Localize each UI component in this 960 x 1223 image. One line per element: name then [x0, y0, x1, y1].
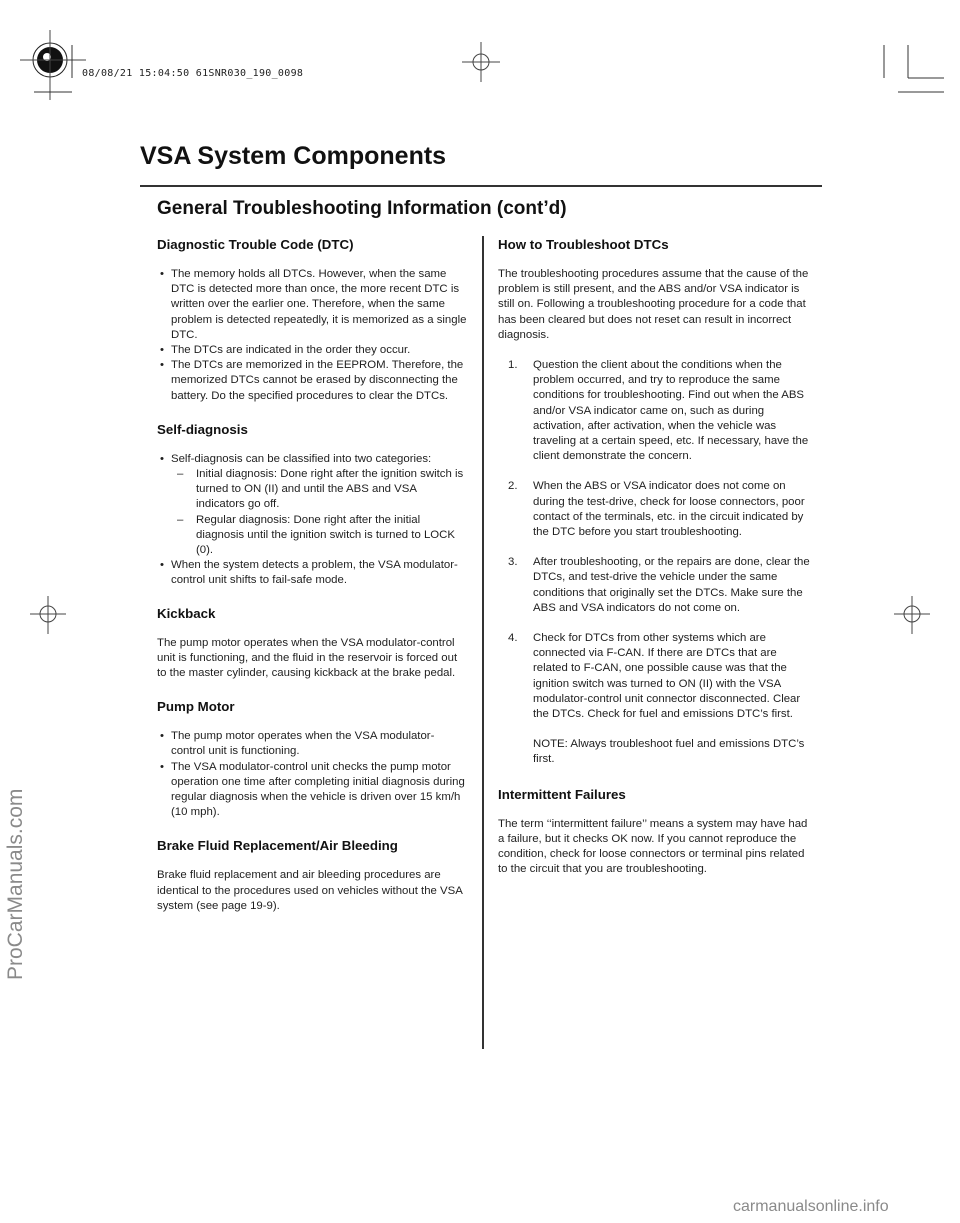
self-diagnosis-bullet-text: Self-diagnosis can be classified into two categories:: [171, 452, 432, 465]
dtc-bullet-text: The memory holds all DTCs. However, when the same DTC is detected more than once, the more recent DTC is written over the earlier one. Therefore, when the same problem is detected repeatedly, it is memorized as a single DTC.: [171, 268, 467, 341]
page-title: VSA System Components: [140, 142, 447, 170]
section-title: General Troubleshooting Information (cont’d): [157, 198, 567, 219]
kickback-heading: Kickback: [157, 605, 216, 621]
bottom-watermark: carmanualsonline.info: [733, 1198, 889, 1215]
list-item: – Regular diagnosis: Done right after the initial diagnosis until the ignition switch is turned to LOCK (0).: [177, 513, 455, 557]
dtc-bullet-text: The DTCs are memorized in the EEPROM. Therefore, the memorized DTCs cannot be erased by disconnecting the battery. Do the specified procedures to clear the DTCs.: [171, 359, 464, 402]
list-item: [508, 631, 810, 722]
how-to-troubleshoot-intro: The troubleshooting procedures assume that the cause of the problem is still present, and the ABS and/or VSA indicator is still on. Following a troubleshooting procedure for a code that has been cleared but does not reset can result in incorrect diagnosis.: [498, 268, 809, 341]
pump-motor-bullet-text: The pump motor operates when the VSA modulator-control unit is functioning.: [171, 730, 435, 758]
list-item: [508, 555, 810, 616]
pump-motor-bullet-list: [157, 729, 467, 820]
intermittent-failures-heading: Intermittent Failures: [498, 786, 626, 802]
step-number: 2.: [508, 480, 518, 493]
list-item: – Initial diagnosis: Done right after the ignition switch is turned to ON (II) and until the ABS and VSA indicators go off.: [177, 468, 464, 511]
dtc-bullet-list: [157, 267, 467, 404]
self-diagnosis-sub-text: Initial diagnosis: Done right after the ignition switch is turned to ON (II) and until the ABS and VSA indicators go off.: [196, 468, 464, 511]
list-item: [508, 479, 810, 540]
how-to-troubleshoot-heading: How to Troubleshoot DTCs: [498, 237, 669, 252]
dtc-bullet-text: The DTCs are indicated in the order they occur.: [171, 344, 411, 357]
dtc-heading: Diagnostic Trouble Code (DTC): [157, 237, 354, 252]
right-column: [498, 236, 810, 878]
list-item: • The pump motor operates when the VSA modulator-control unit is functioning.: [160, 730, 435, 758]
column-divider: [482, 236, 484, 1049]
step-text: Question the client about the conditions when the problem occurred, and try to reproduce the same conditions for troubleshooting. Find out when the ABS and/or VSA indicator came on, such as during activation, after activation, when the vehicle was traveling at a certain speed, etc. If necessary, have the client demonstrate the concern.: [533, 359, 809, 463]
self-diagnosis-sub-list: [171, 467, 467, 558]
list-item: • The VSA modulator-control unit checks the pump motor operation one time after completing initial diagnosis during regular diagnosis when the vehicle is driven over 15 km/h (10 mph).: [160, 760, 465, 819]
troubleshoot-steps: [498, 358, 810, 722]
step-text: When the ABS or VSA indicator does not come on during the test-drive, check for loose connectors, poor contact of the terminals, etc. in the circuit indicated by the DTC before you start troubleshooting.: [533, 480, 805, 539]
side-watermark: ProCarManuals.com: [4, 788, 27, 980]
list-item: [508, 358, 810, 464]
pump-motor-heading: Pump Motor: [157, 699, 235, 715]
list-item: • Self-diagnosis can be classified into two categories: – Initial diagnosis: Done right after the ignition switch is turned to ON (II) and until the ABS and VSA indicators go off. – Regular diagnosis: Done right after the initial diagnosis until the ignition switch is turned to LOCK (0).: [157, 452, 467, 558]
list-item: • The memory holds all DTCs. However, when the same DTC is detected more than once, the more recent DTC is written over the earlier one. Therefore, when the same problem is detected repeatedly, it is memorized as a single DTC.: [160, 268, 467, 341]
step-text: After troubleshooting, or the repairs are done, clear the DTCs, and test-drive the vehicle under the same conditions that originally set the DTCs. Make sure the ABS and VSA indicators do not come on.: [533, 556, 810, 614]
left-column: [157, 236, 467, 914]
title-divider: [140, 185, 822, 187]
kickback-text: The pump motor operates when the VSA modulator-control unit is functioning, and the fluid in the reservoir is forced out to the master cylinder, causing kickback at the brake pedal.: [157, 636, 458, 680]
step-number: 3.: [508, 556, 518, 569]
self-diagnosis-bullet-text: When the system detects a problem, the VSA modulator-control unit shifts to fail-safe mode.: [171, 559, 458, 587]
brake-fluid-heading: Brake Fluid Replacement/Air Bleeding: [157, 838, 398, 854]
step-text: Check for DTCs from other systems which are connected via F-CAN. If there are DTCs that are related to F-CAN, one possible cause was that the ignition switch was turned to ON (II) with the VSA modulator-control unit connector disconnected. Clear the DTCs. Check for fuel and emissions DTC’s first.: [533, 632, 801, 721]
step-number: 1.: [508, 359, 518, 372]
self-diagnosis-sub-text: Regular diagnosis: Done right after the initial diagnosis until the ignition switch is turned to LOCK (0).: [196, 513, 455, 557]
intermittent-failures-text: The term ‘‘intermittent failure’’ means a system may have had a failure, but it checks OK now. If you cannot reproduce the condition, check for loose connectors or terminal pins related to the circuit that you are troubleshooting.: [498, 817, 808, 876]
print-timestamp: 08/08/21 15:04:50 61SNR030_190_0098: [82, 68, 304, 79]
brake-fluid-text: Brake fluid replacement and air bleeding procedures are identical to the procedures used on vehicles without the VSA system (see page 19-9).: [157, 869, 463, 912]
list-item: • The DTCs are indicated in the order they occur.: [160, 344, 411, 357]
step-number: 4.: [508, 632, 518, 645]
self-diagnosis-heading: Self-diagnosis: [157, 421, 248, 437]
pump-motor-bullet-text: The VSA modulator-control unit checks the pump motor operation one time after completing initial diagnosis during regular diagnosis when the vehicle is driven over 15 km/h (10 mph).: [171, 760, 465, 819]
list-item: • When the system detects a problem, the VSA modulator-control unit shifts to fail-safe mode.: [160, 559, 458, 587]
list-item: • The DTCs are memorized in the EEPROM. Therefore, the memorized DTCs cannot be erased by disconnecting the battery. Do the specified procedures to clear the DTCs.: [160, 359, 464, 402]
troubleshoot-note: NOTE: Always troubleshoot fuel and emissions DTC’s first.: [533, 738, 805, 766]
self-diagnosis-bullet-list: [157, 452, 467, 589]
